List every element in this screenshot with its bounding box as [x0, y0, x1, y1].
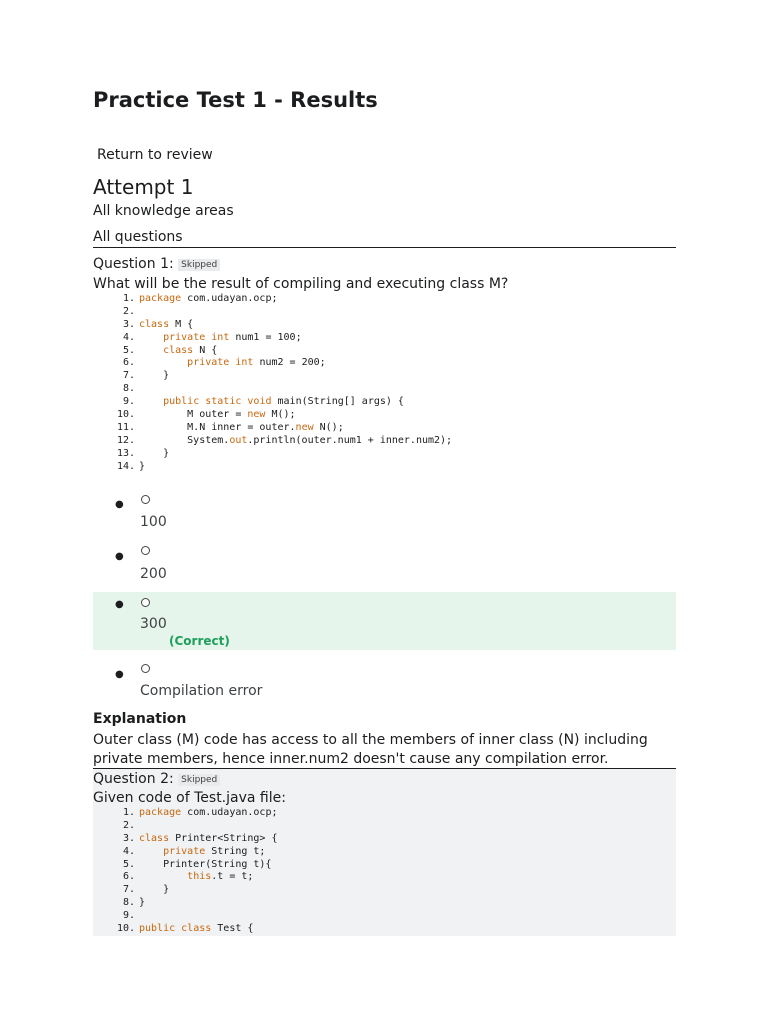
code-line	[93, 319, 676, 332]
code-text: com.udayan.ocp;	[181, 293, 278, 304]
code-text: com.udayan.ocp;	[181, 807, 278, 818]
line-number: 3.	[122, 318, 135, 330]
code-keyword: new	[295, 421, 314, 433]
code-line	[93, 846, 676, 859]
question-1-text: What will be the result of compiling and executing class M?	[93, 276, 509, 292]
code-keyword: class	[163, 344, 194, 356]
line-number: 4.	[122, 845, 135, 857]
radio-button[interactable]	[141, 495, 150, 504]
question-1-header	[93, 256, 220, 272]
line-number: 6.	[122, 871, 135, 883]
code-text	[139, 871, 187, 882]
skipped-badge: Skipped	[178, 259, 220, 271]
option-compilation-error[interactable]	[93, 660, 676, 702]
line-number: 13.	[116, 447, 135, 459]
line-number: 12.	[116, 434, 135, 446]
attempt-heading: Attempt 1	[93, 175, 194, 199]
bullet: ●	[115, 551, 124, 562]
line-number: 5.	[122, 858, 135, 870]
code-keyword: private	[187, 357, 230, 369]
code-line	[93, 910, 676, 923]
code-keyword: new	[247, 409, 266, 421]
code-text: }	[139, 884, 170, 896]
code-text: String t;	[205, 845, 266, 857]
code-line	[93, 833, 676, 846]
line-number: 14.	[116, 460, 135, 472]
code-text: }	[139, 460, 146, 472]
page-title: Practice Test 1 - Results	[93, 88, 378, 112]
code-keyword: this	[187, 871, 212, 883]
bullet: ●	[115, 599, 124, 610]
line-number: 3.	[122, 832, 135, 844]
code-line	[93, 383, 676, 396]
line-number: 1.	[122, 293, 135, 304]
code-line	[93, 884, 676, 897]
code-line	[93, 293, 676, 306]
code-text: }	[139, 447, 170, 459]
question-2-text: Given code of Test.java file:	[93, 790, 286, 806]
code-text: .t = t;	[211, 871, 254, 883]
option-label: 300	[140, 616, 167, 632]
explanation-text: Outer class (M) code has access to all the members of inner class (N) including private members, hence inner.num2 doesn't cause any compilation error.	[93, 732, 648, 767]
line-number: 8.	[122, 897, 135, 909]
option-label: 100	[140, 514, 167, 530]
radio-button[interactable]	[141, 664, 150, 673]
code-keyword: private	[163, 331, 206, 343]
code-keyword: class	[181, 923, 212, 935]
option-label: 200	[140, 566, 167, 582]
question-2-header	[93, 771, 220, 787]
line-number: 9.	[122, 910, 135, 922]
code-line	[93, 897, 676, 910]
code-keyword: package	[139, 807, 182, 818]
code-text: Test {	[211, 923, 254, 935]
code-text	[139, 357, 187, 368]
code-line	[93, 357, 676, 370]
code-line	[93, 807, 676, 820]
code-keyword: private	[163, 845, 206, 857]
code-line	[93, 435, 676, 448]
code-text	[139, 345, 163, 356]
question-1-code-block	[93, 293, 676, 473]
code-text: Printer(String t){	[139, 858, 272, 870]
code-line	[93, 370, 676, 383]
code-keyword: public	[139, 923, 176, 935]
code-text: N {	[193, 344, 218, 356]
line-number: 7.	[122, 370, 135, 382]
code-text: Printer<String> {	[169, 832, 278, 844]
skipped-badge: Skipped	[178, 774, 220, 786]
code-line	[93, 923, 676, 936]
code-keyword: class	[139, 318, 170, 330]
question-number: Question 1:	[93, 256, 174, 272]
code-keyword: public	[163, 396, 200, 408]
code-line	[93, 332, 676, 345]
bullet: ●	[115, 499, 124, 510]
question-2-code-block	[93, 807, 676, 936]
code-text: num1 = 100;	[229, 331, 302, 343]
line-number: 7.	[122, 884, 135, 896]
code-text: num2 = 200;	[253, 357, 326, 369]
code-text: main(String[] args) {	[271, 396, 404, 408]
code-text	[139, 846, 163, 857]
code-text: M outer =	[139, 409, 248, 421]
code-text: M {	[169, 318, 194, 330]
code-text: }	[139, 897, 146, 909]
explanation-heading: Explanation	[93, 711, 187, 727]
code-keyword: int	[235, 357, 254, 369]
code-text: M.N inner = outer.	[139, 421, 296, 433]
line-number: 11.	[116, 421, 135, 433]
question-2-block	[93, 768, 676, 936]
line-number: 8.	[122, 383, 135, 395]
knowledge-areas-label: All knowledge areas	[93, 203, 234, 219]
code-text	[139, 332, 163, 343]
code-keyword: package	[139, 293, 182, 304]
option-label: Compilation error	[140, 683, 263, 699]
question-number: Question 2:	[93, 771, 174, 787]
code-line	[93, 859, 676, 872]
code-keyword: out	[229, 434, 248, 446]
radio-button[interactable]	[141, 598, 150, 607]
line-number: 10.	[116, 923, 135, 935]
line-number: 6.	[122, 357, 135, 369]
line-number: 5.	[122, 344, 135, 356]
line-number: 2.	[122, 305, 135, 317]
correct-tag: (Correct)	[169, 634, 230, 648]
radio-button[interactable]	[141, 546, 150, 555]
return-to-review-link[interactable]: Return to review	[97, 147, 213, 163]
code-line	[93, 409, 676, 422]
code-line	[93, 448, 676, 461]
line-number: 2.	[122, 819, 135, 831]
code-text: N();	[313, 421, 344, 433]
option-100[interactable]	[93, 490, 676, 530]
code-text: }	[139, 370, 170, 382]
line-number: 9.	[122, 396, 135, 408]
option-300-correct[interactable]	[93, 592, 676, 650]
line-number: 1.	[122, 807, 135, 818]
code-keyword: void	[247, 396, 272, 408]
code-text: System.	[139, 434, 230, 446]
code-line	[93, 306, 676, 319]
code-keyword: int	[211, 331, 230, 343]
code-text: .println(outer.num1 + inner.num2);	[247, 434, 453, 446]
code-line	[93, 345, 676, 358]
code-text: M();	[265, 409, 296, 421]
line-number: 4.	[122, 331, 135, 343]
line-number: 10.	[116, 409, 135, 421]
bullet: ●	[115, 669, 124, 680]
code-line	[93, 820, 676, 833]
code-line	[93, 871, 676, 884]
code-line	[93, 422, 676, 435]
option-200[interactable]	[93, 542, 676, 582]
code-text	[139, 396, 163, 407]
code-keyword: static	[205, 396, 242, 408]
code-line	[93, 396, 676, 409]
all-questions-filter[interactable]: All questions	[93, 229, 676, 248]
code-keyword: class	[139, 832, 170, 844]
code-line	[93, 461, 676, 474]
